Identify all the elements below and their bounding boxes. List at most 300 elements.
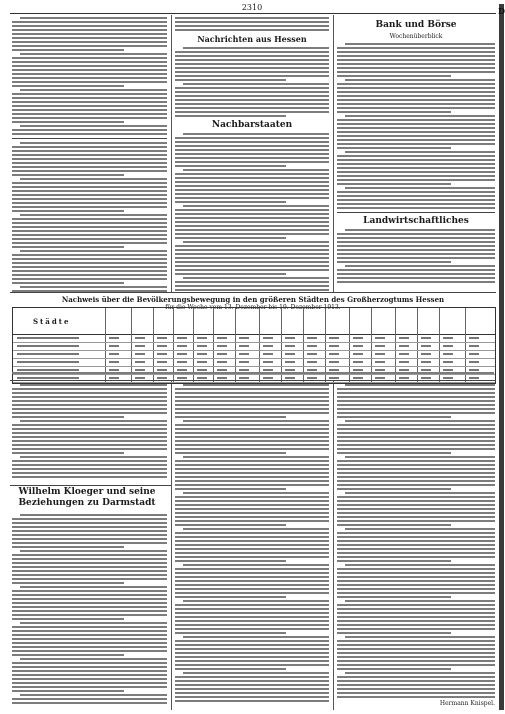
- text-line: [175, 75, 329, 77]
- table-cell-value: [197, 361, 207, 363]
- text-line: [12, 113, 167, 115]
- table-cell-value: [239, 369, 249, 371]
- text-line: [337, 532, 495, 534]
- table-cell-value: [239, 361, 249, 363]
- table-cell-value: [307, 337, 317, 339]
- text-line: [12, 670, 167, 672]
- table-cell-city: [17, 361, 79, 363]
- text-line: [12, 416, 124, 418]
- table-cell-city: [17, 369, 79, 371]
- text-line: [12, 105, 167, 107]
- text-line: [12, 73, 167, 75]
- text-line: [12, 566, 167, 568]
- text-line: [337, 476, 495, 478]
- text-line: [175, 141, 329, 143]
- column-divider-2: [333, 15, 334, 293]
- table-cell-value: [177, 337, 187, 339]
- text-line: [175, 560, 286, 562]
- text-line: [337, 520, 495, 522]
- text-line: [12, 21, 167, 23]
- table-cell-value: [399, 361, 409, 363]
- text-line: [20, 694, 167, 696]
- text-line: [337, 556, 495, 558]
- table-cell-value: [469, 337, 479, 339]
- table-cell-value: [353, 369, 363, 371]
- text-line: [337, 560, 451, 562]
- text-line: [175, 115, 286, 117]
- text-line: [337, 75, 451, 77]
- text-line: [175, 436, 329, 438]
- text-line: [183, 528, 329, 530]
- text-line: [337, 59, 495, 61]
- text-line: [337, 207, 495, 209]
- text-line: [12, 634, 167, 636]
- text-line: [337, 660, 495, 662]
- text-line: [337, 103, 495, 105]
- text-line: [175, 644, 329, 646]
- text-line: [12, 428, 167, 430]
- text-line: [337, 452, 451, 454]
- text-line: [337, 536, 495, 538]
- text-line: [337, 139, 495, 141]
- table-cell-value: [109, 361, 119, 363]
- text-line: [337, 408, 495, 410]
- text-line: [175, 696, 329, 698]
- text-line: [337, 203, 495, 205]
- text-line: [175, 556, 329, 558]
- text-line: [175, 676, 329, 678]
- text-line: [12, 638, 167, 640]
- text-line: [12, 117, 167, 119]
- text-line: [20, 250, 167, 252]
- table-cell-value: [177, 353, 187, 355]
- text-line: [175, 289, 329, 291]
- table-cell-value: [109, 369, 119, 371]
- text-line: [337, 572, 495, 574]
- text-line: [175, 424, 329, 426]
- table-cell-value: [443, 353, 453, 355]
- text-line: [337, 143, 495, 145]
- text-line: [175, 516, 329, 518]
- text-line: [337, 396, 495, 398]
- table-cell-value: [375, 361, 385, 363]
- text-line: [183, 241, 329, 243]
- text-line: [12, 154, 167, 156]
- section-heading: Bank und Börse: [375, 20, 457, 30]
- text-line: [337, 624, 495, 626]
- text-line: [12, 242, 167, 244]
- table-cell-value: [197, 337, 207, 339]
- text-line: [12, 630, 167, 632]
- section-rule: [337, 212, 495, 213]
- column-divider-5: [171, 485, 172, 710]
- text-line: [12, 49, 124, 51]
- text-line: [183, 47, 329, 49]
- text-line: [12, 25, 167, 27]
- column-divider-3: [171, 380, 172, 485]
- text-line: [175, 189, 329, 191]
- text-line: [175, 680, 329, 682]
- text-line: [175, 612, 329, 614]
- text-line: [337, 580, 495, 582]
- text-line: [175, 412, 329, 414]
- text-line: [175, 107, 329, 109]
- table-cell-value: [197, 369, 207, 371]
- text-line: [337, 163, 495, 165]
- table-cell-value: [285, 345, 295, 347]
- text-line: [175, 572, 329, 574]
- table-cell-value: [469, 369, 479, 371]
- text-line: [12, 400, 167, 402]
- text-line: [337, 484, 495, 486]
- text-line: [337, 616, 495, 618]
- text-line: [175, 51, 329, 53]
- text-line: [175, 432, 329, 434]
- text-line: [337, 524, 451, 526]
- text-line: [175, 245, 329, 247]
- text-line: [175, 460, 329, 462]
- text-line: [337, 544, 495, 546]
- text-line: [345, 79, 495, 81]
- text-line: [175, 692, 329, 694]
- text-line: [12, 65, 167, 67]
- text-line: [12, 614, 167, 616]
- text-line: [175, 688, 329, 690]
- table-row: [13, 343, 495, 351]
- text-line: [12, 666, 167, 668]
- text-line: [12, 424, 167, 426]
- text-line: [337, 249, 495, 251]
- table-cell-value: [177, 377, 187, 379]
- text-line: [337, 628, 495, 630]
- text-line: [175, 444, 329, 446]
- text-line: [337, 119, 495, 121]
- text-line: [12, 578, 167, 580]
- table-header-row: [13, 308, 495, 335]
- text-line: [337, 167, 495, 169]
- text-line: [183, 492, 329, 494]
- table-top-rule: [10, 292, 496, 293]
- text-line: [175, 548, 329, 550]
- text-line: [12, 598, 167, 600]
- text-line: [337, 71, 495, 73]
- text-line: [175, 640, 329, 642]
- text-line: [345, 564, 495, 566]
- text-line: [337, 392, 495, 394]
- text-line: [337, 468, 495, 470]
- text-line: [12, 698, 167, 700]
- table-cell-value: [197, 377, 207, 379]
- table-cell-value: [239, 337, 249, 339]
- column-left-lower: [12, 384, 167, 484]
- table-cell-value: [399, 377, 409, 379]
- text-line: [20, 142, 167, 144]
- text-line: [175, 648, 329, 650]
- table-cell-value: [307, 361, 317, 363]
- text-line: [337, 444, 495, 446]
- text-line: [337, 576, 495, 578]
- text-line: [183, 636, 329, 638]
- table-cell-city: [17, 337, 79, 339]
- text-line: [175, 440, 329, 442]
- text-line: [183, 205, 329, 207]
- text-line: [337, 55, 495, 57]
- text-line: [337, 592, 495, 594]
- text-line: [12, 602, 167, 604]
- table-cell-value: [177, 369, 187, 371]
- text-line: [337, 680, 495, 682]
- text-line: [337, 273, 495, 275]
- text-line: [175, 664, 329, 666]
- text-line: [12, 558, 167, 560]
- text-line: [12, 538, 167, 540]
- table-cell-value: [443, 345, 453, 347]
- text-line: [175, 237, 286, 239]
- table-cell-value: [443, 369, 453, 371]
- text-line: [337, 652, 495, 654]
- text-line: [12, 460, 167, 462]
- text-line: [345, 265, 495, 267]
- text-line: [175, 149, 329, 151]
- text-line: [337, 432, 495, 434]
- text-line: [337, 540, 495, 542]
- text-line: [337, 548, 495, 550]
- text-line: [175, 55, 329, 57]
- text-line: [175, 63, 329, 65]
- table-cell-value: [177, 361, 187, 363]
- text-line: [337, 159, 495, 161]
- table-cell-value: [285, 337, 295, 339]
- text-line: [175, 480, 329, 482]
- text-line: [12, 194, 167, 196]
- table-row: [13, 359, 495, 367]
- section-rule: [12, 138, 167, 139]
- text-line: [175, 532, 329, 534]
- text-line: [12, 41, 167, 43]
- text-line: [183, 420, 329, 422]
- text-line: [337, 508, 495, 510]
- text-line: [12, 190, 167, 192]
- text-line: [345, 151, 495, 153]
- text-line: [12, 234, 167, 236]
- text-line: [175, 608, 329, 610]
- text-line: [175, 249, 329, 251]
- table-cell-value: [157, 369, 167, 371]
- text-line: [175, 225, 329, 227]
- text-line: [175, 660, 329, 662]
- text-line: [337, 131, 495, 133]
- text-line: [12, 121, 124, 123]
- page-number: 2310: [241, 3, 263, 12]
- text-line: [175, 285, 329, 287]
- text-line: [12, 626, 167, 628]
- table-cell-value: [375, 369, 385, 371]
- text-line: [175, 388, 329, 390]
- text-line: [345, 43, 495, 45]
- text-line: [345, 384, 495, 386]
- table-row: [13, 335, 495, 343]
- column-middle-lower: [175, 384, 329, 710]
- text-line: [175, 568, 329, 570]
- text-line: [337, 127, 495, 129]
- text-line: [175, 652, 329, 654]
- table-cell-value: [353, 345, 363, 347]
- text-line: [175, 111, 329, 113]
- text-line: [175, 177, 329, 179]
- text-line: [345, 492, 495, 494]
- text-line: [12, 472, 167, 474]
- text-line: [175, 668, 286, 670]
- text-line: [337, 668, 451, 670]
- text-line: [175, 596, 286, 598]
- text-line: [12, 226, 167, 228]
- text-line: [175, 213, 329, 215]
- text-line: [337, 123, 495, 125]
- text-line: [12, 590, 167, 592]
- text-line: [175, 448, 329, 450]
- text-line: [337, 692, 495, 694]
- text-line: [337, 277, 495, 279]
- text-line: [12, 81, 167, 83]
- text-line: [175, 265, 329, 267]
- text-line: [175, 269, 329, 271]
- text-line: [175, 604, 329, 606]
- table-subtitle: für die Woche vom 13. Dezember bis 19. Dezember 1913.: [165, 304, 341, 311]
- text-line: [175, 580, 329, 582]
- text-line: [12, 678, 167, 680]
- table-cell-value: [469, 377, 479, 379]
- text-line: [337, 620, 495, 622]
- text-line: [175, 185, 329, 187]
- text-line: [12, 206, 167, 208]
- table-cell-value: [285, 377, 295, 379]
- table-cell-value: [443, 337, 453, 339]
- text-line: [337, 87, 495, 89]
- table-cell-value: [135, 377, 145, 379]
- table-cell-value: [239, 377, 249, 379]
- table-cell-value: [285, 361, 295, 363]
- text-line: [12, 522, 167, 524]
- text-line: [337, 281, 495, 283]
- table-footnotes: [12, 372, 494, 376]
- text-line: [345, 672, 495, 674]
- column-divider-4: [333, 380, 334, 710]
- text-line: [337, 241, 495, 243]
- text-line: [175, 552, 329, 554]
- text-line: [12, 174, 124, 176]
- table-cell-value: [375, 377, 385, 379]
- text-line: [175, 576, 329, 578]
- text-line: [12, 77, 167, 79]
- text-line: [337, 257, 495, 259]
- text-line: [20, 622, 167, 624]
- text-line: [337, 269, 495, 271]
- text-line: [12, 432, 167, 434]
- text-line: [337, 424, 495, 426]
- table-cell-value: [375, 353, 385, 355]
- text-line: [175, 153, 329, 155]
- text-line: [175, 396, 329, 398]
- text-line: [12, 452, 124, 454]
- text-line: [337, 612, 495, 614]
- text-line: [12, 85, 124, 87]
- text-line: [175, 540, 329, 542]
- section-heading: Wochenüberblick: [389, 33, 443, 40]
- table-cell-value: [421, 369, 431, 371]
- table-cell-value: [421, 337, 431, 339]
- table-cell-value: [157, 337, 167, 339]
- table-header-staedte: Städte: [33, 317, 71, 326]
- table-cell-value: [375, 345, 385, 347]
- table-cell-value: [197, 353, 207, 355]
- text-line: [337, 648, 495, 650]
- text-line: [337, 63, 495, 65]
- text-line: [337, 428, 495, 430]
- table-row: [13, 375, 495, 383]
- text-line: [337, 253, 495, 255]
- text-line: [175, 476, 329, 478]
- text-line: [12, 408, 167, 410]
- author-signature: Hermann Knispel.: [439, 700, 495, 707]
- text-line: [12, 274, 167, 276]
- text-line: [175, 157, 329, 159]
- text-line: [12, 33, 167, 35]
- text-line: [337, 91, 495, 93]
- text-line: [175, 428, 329, 430]
- text-line: [12, 182, 167, 184]
- text-line: [337, 416, 451, 418]
- table-cell-value: [217, 377, 227, 379]
- text-line: [12, 570, 167, 572]
- text-line: [175, 25, 329, 27]
- table-cell-value: [135, 353, 145, 355]
- text-line: [175, 91, 329, 93]
- text-line: [12, 582, 124, 584]
- text-line: [337, 488, 451, 490]
- text-line: [175, 229, 329, 231]
- text-line: [175, 79, 286, 81]
- table-cell-value: [263, 345, 273, 347]
- table-cell-value: [157, 353, 167, 355]
- text-line: [12, 562, 167, 564]
- text-line: [337, 656, 495, 658]
- text-line: [175, 624, 329, 626]
- table-cell-value: [157, 377, 167, 379]
- text-line: [337, 47, 495, 49]
- text-line: [175, 400, 329, 402]
- text-line: [12, 69, 167, 71]
- text-line: [175, 257, 329, 259]
- text-line: [175, 145, 329, 147]
- text-line: [183, 600, 329, 602]
- table-cell-value: [239, 353, 249, 355]
- table-cell-value: [109, 353, 119, 355]
- table-cell-value: [135, 345, 145, 347]
- text-line: [337, 676, 495, 678]
- table-cell-value: [263, 361, 273, 363]
- text-line: [12, 93, 167, 95]
- text-line: [12, 57, 167, 59]
- table-cell-city: [17, 345, 79, 347]
- table-cell-value: [263, 337, 273, 339]
- text-line: [337, 191, 495, 193]
- text-line: [337, 171, 495, 173]
- text-line: [337, 688, 495, 690]
- text-line: [12, 606, 167, 608]
- table-cell-value: [135, 361, 145, 363]
- text-line: [12, 230, 167, 232]
- table-cell-value: [329, 337, 339, 339]
